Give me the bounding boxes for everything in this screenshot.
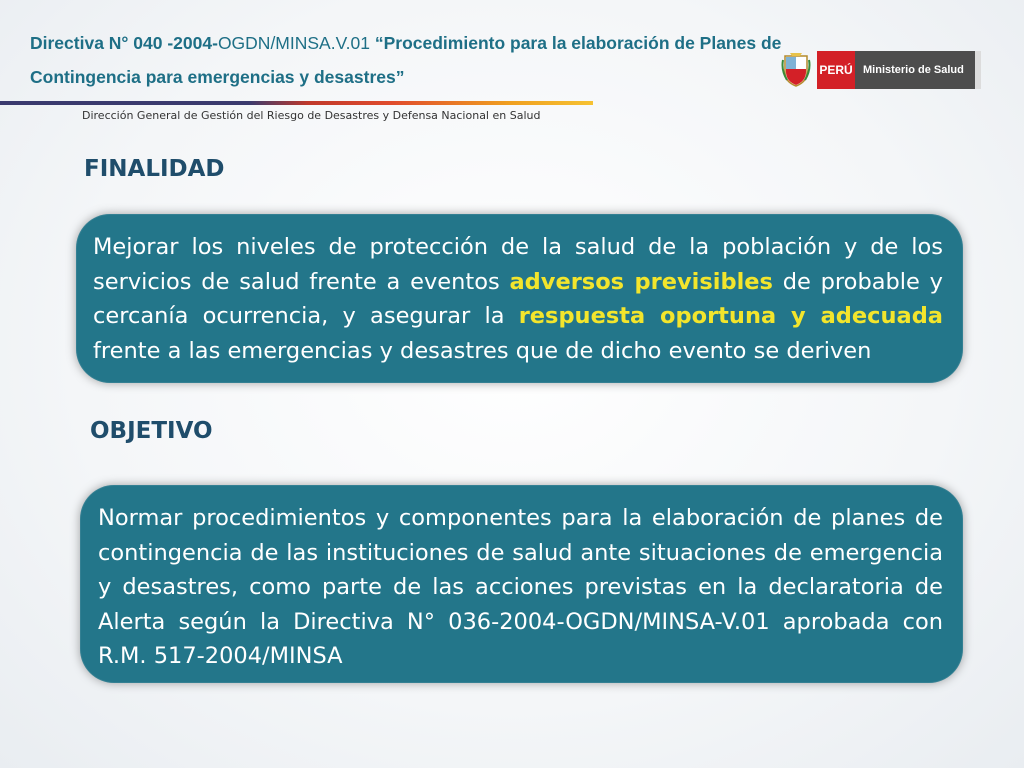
finalidad-card: [76, 214, 963, 383]
objetivo-card: [80, 485, 963, 683]
finalidad-text: [93, 230, 943, 368]
logo-end-bar: [975, 51, 981, 89]
peru-label: PERÚ: [817, 51, 855, 89]
highlight-adversos-previsibles: adversos previsibles: [509, 268, 773, 295]
objetivo-text: Normar procedimientos y componentes para la elaboración de planes de contingencia de las instituciones de salud ante situaciones de emergencia y desastres, como parte de las acciones previstas en la declaratoria de Alerta según la Directiva N° 036-2004-OGDN/MINSA-V.01 aprobada con R.M. 517-2004/MINSA: [98, 505, 943, 669]
highlight-respuesta-oportuna: respuesta oportuna y adecuada: [518, 303, 943, 329]
finalidad-text-part-3: frente a las emergencias y desastres que de dicho evento se deriven: [93, 337, 872, 364]
objetivo-heading: OBJETIVO: [90, 418, 213, 444]
finalidad-text-part-1: Mejorar los niveles de protección de la salud de la población y de los servicios de salud frente a eventos: [93, 234, 943, 295]
finalidad-text-part-2: de probable y cercanía ocurrencia, y asegurar la: [93, 268, 944, 329]
title-bold-part-2: “Procedimiento para la elaboración de Planes de Contingencia para emergencias y desastres”: [30, 33, 782, 87]
coat-of-arms-icon: [781, 52, 811, 88]
finalidad-heading: FINALIDAD: [84, 156, 225, 182]
organization-subtitle: Dirección General de Gestión del Riesgo de Desastres y Defensa Nacional en Salud: [82, 109, 541, 122]
title-plain-part: OGDN/MINSA.V.01: [217, 33, 370, 53]
title-bold-part-1: Directiva N° 040 -2004-: [30, 33, 218, 53]
header-divider: [0, 101, 593, 105]
ministry-label: Ministerio de Salud: [855, 51, 975, 89]
ministry-logo: [781, 50, 981, 90]
document-title: [30, 26, 790, 94]
